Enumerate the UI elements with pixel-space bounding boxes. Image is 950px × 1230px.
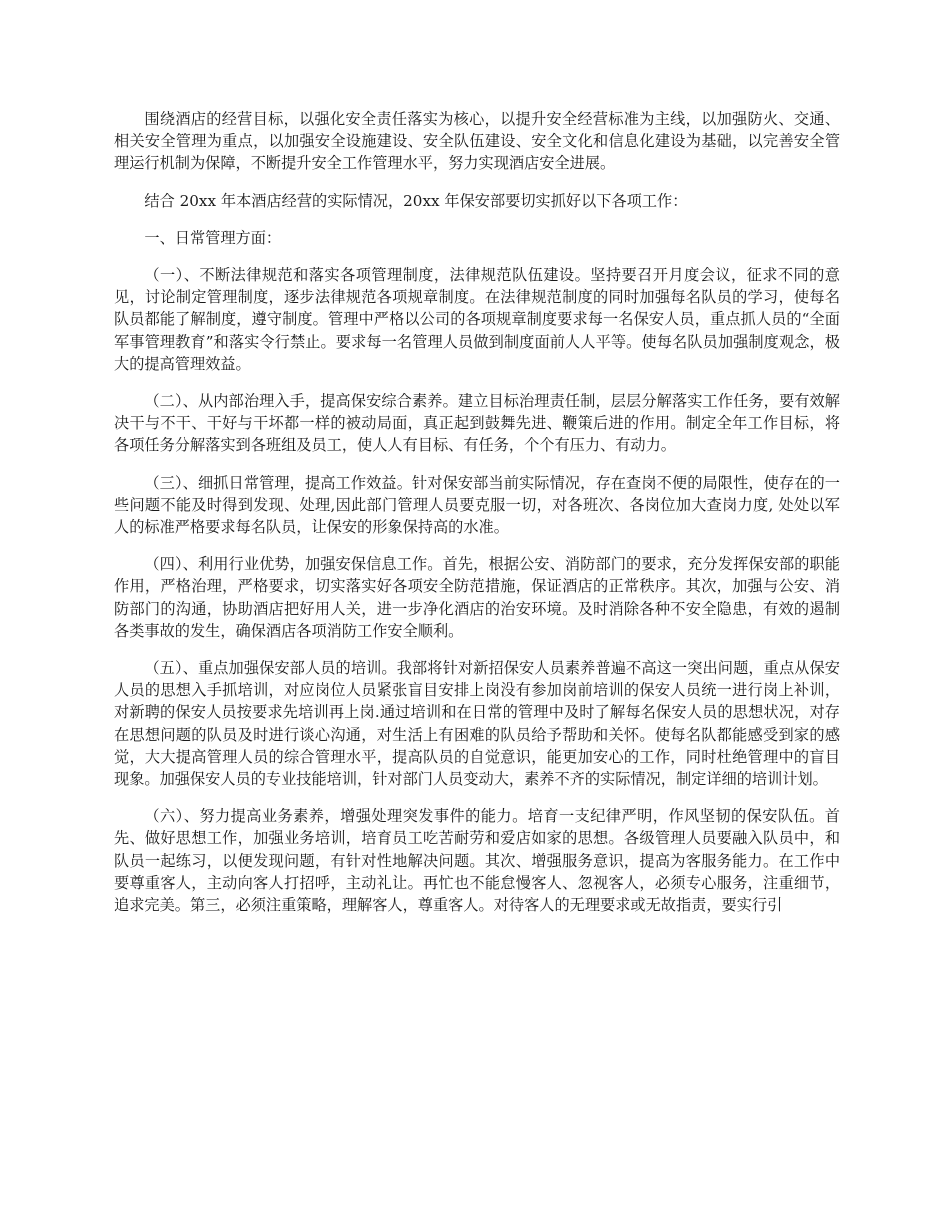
paragraph-item-5: （五）、重点加强保安部人员的培训。我部将针对新招保安人员素养普遍不高这一突出问题，重点从保安人员的思想入手抓培训，对应岗位人员紧张盲目安排上岗没有参加岗前培训的保安人员统一进行岗上补训，对新聘的保安人员按要求先培训再上岗.通过培训和在日常的管理中及时了解每名保安人员的思想状况，对存在思想问题的队员及时进行谈心沟通，对生活上有困难的队员给予帮助和关怀。使每名队都能感受到家的感觉，大大提高管理人员的综合管理水平，提高队员的自觉意识，能更加安心的工作，同时杜绝管理中的盲目现象。加强保安人员的专业技能培训，针对部门人员变动大，素养不齐的实际情况，制定详细的培训计划。 bbox=[114, 659, 840, 789]
paragraph-item-4: （四）、利用行业优势，加强安保信息工作。首先，根据公安、消防部门的要求，充分发挥保安部的职能作用，严格治理，严格要求，切实落实好各项安全防范措施，保证酒店的正常秩序。其次，加强与公安、消防部门的沟通，协助酒店把好用人关，进一步净化酒店的治安环境。及时消除各种不安全隐患，有效的遏制各类事故的发生，确保酒店各项消防工作安全顺利。 bbox=[114, 555, 840, 640]
paragraph-item-3: （三）、细抓日常管理，提高工作效益。针对保安部当前实际情况，存在查岗不便的局限性，使存在的一些问题不能及时得到发现、处理,因此部门管理人员要克服一切，对各班次、各岗位加大查岗力度, 处处以军人的标准严格要求每名队员，让保安的形象保持高的水准。 bbox=[114, 473, 840, 537]
document-body bbox=[114, 108, 840, 916]
section-heading-daily-management: 一、日常管理方面： bbox=[144, 228, 282, 247]
paragraph-item-6: （六）、努力提高业务素养，增强处理突发事件的能力。培育一支纪律严明，作风坚韧的保安队伍。首先、做好思想工作，加强业务培训，培育员工吃苦耐劳和爱店如家的思想。各级管理人员要融入队员中，和队员一起练习，以便发现问题，有针对性地解决问题。其次、增强服务意识，提高为客服务能力。在工作中要尊重客人，主动向客人打招呼，主动礼让。再忙也不能怠慢客人、忽视客人，必须专心服务，注重细节，追求完美。第三，必须注重策略，理解客人，尊重客人。对待客人的无理要求或无故指责，要实行引 bbox=[114, 807, 840, 915]
paragraph-intro: 围绕酒店的经营目标，以强化安全责任落实为核心，以提升安全经营标准为主线，以加强防火、交通、相关安全管理为重点，以加强安全设施建设、安全队伍建设、安全文化和信息化建设为基础，以完善安全管理运行机制为保障，不断提升安全工作管理水平，努力实现酒店安全进展。 bbox=[114, 110, 840, 173]
paragraph-item-2: （二）、从内部治理入手，提高保安综合素养。建立目标治理责任制，层层分解落实工作任务，要有效解决干与不干、干好与干坏都一样的被动局面，真正起到鼓舞先进、鞭策后进的作用。制定全年工作目标，将各项任务分解落实到各班组及员工，使人人有目标、有任务，个个有压力、有动力。 bbox=[114, 392, 840, 455]
paragraph-item-1: （一）、不断法律规范和落实各项管理制度，法律规范队伍建设。坚持要召开月度会议，征求不同的意见，讨论制定管理制度，逐步法律规范各项规章制度。在法律规范制度的同时加强每名队员的学习，使每名队员都能了解制度，遵守制度。管理中严格以公司的各项规章制度要求每一名保安人员，重点抓人员的“全面军事管理教育”和落实令行禁止。要求每一名管理人员做到制度面前人人平等。使每名队员加强制度观念，极大的提高管理效益。 bbox=[114, 266, 840, 373]
paragraph-plan: 结合 20xx 年本酒店经营的实际情况，20xx 年保安部要切实抓好以下各项工作： bbox=[144, 191, 688, 210]
